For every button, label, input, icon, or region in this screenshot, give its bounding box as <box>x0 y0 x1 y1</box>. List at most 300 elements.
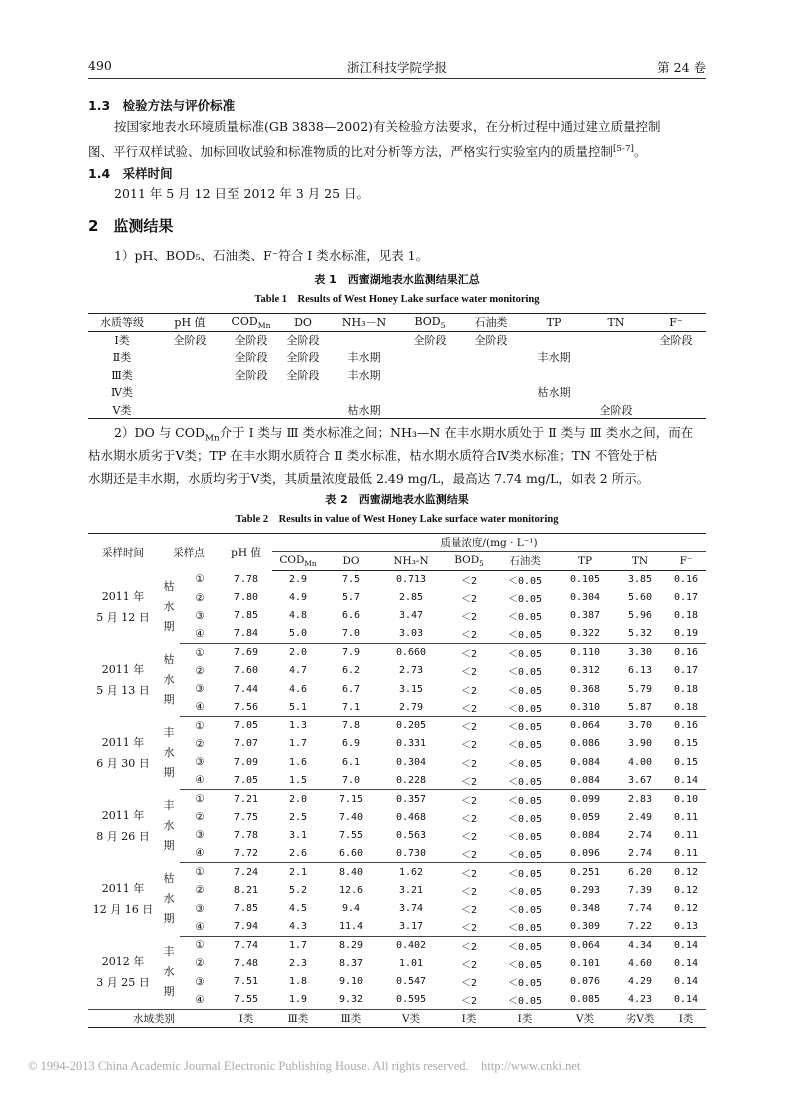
journal-name: 浙江科技学院学报 <box>346 60 447 75</box>
table1-cell: 全阶段 <box>234 334 268 347</box>
table2-value-cell: ＜0.05 <box>507 594 543 606</box>
table2-value-cell: 0.084 <box>569 756 601 768</box>
table1-row <box>88 401 706 419</box>
table2-value-cell: ＜0.05 <box>507 740 543 752</box>
table2-point-cell: ④ <box>180 625 220 643</box>
table1-body <box>88 331 706 419</box>
table2-value-cell: 3.90 <box>627 738 653 750</box>
table2-value-cell: 0.110 <box>569 647 601 659</box>
table2-row <box>88 881 706 899</box>
table2-season-cell <box>158 936 180 1009</box>
table2-value-cell: ＜0.05 <box>507 996 543 1008</box>
season-char: 期 <box>163 766 175 780</box>
table2-point-cell: ① <box>195 573 205 586</box>
table2-value-cell: 0.101 <box>569 957 601 969</box>
table2-value-cell: 1.5 <box>272 771 324 789</box>
table2-value-cell: 0.304 <box>395 756 427 768</box>
table2-value-cell: ＜0.05 <box>507 959 543 971</box>
season-char: 枯 <box>163 579 175 593</box>
running-header <box>88 58 706 74</box>
table2-point-cell: ① <box>195 866 205 879</box>
table1-cell <box>328 384 400 402</box>
table1-cell: 丰水期 <box>537 351 571 365</box>
table2-body <box>88 570 706 1009</box>
table1-cell <box>646 349 706 367</box>
table2-value-cell: 1.6 <box>288 756 308 768</box>
table2-value-cell: 0.368 <box>569 683 601 695</box>
table1-header: $COD_{Mn}$ <box>231 314 271 330</box>
table2-value-cell: 7.94 <box>220 918 272 936</box>
table1-grade-cell: Ⅳ类 <box>111 386 133 400</box>
sampling-date: 6 月 30 日 <box>96 757 150 771</box>
table2-caption-en-text: Table 2 Results in value of West Honey Lake surface water monitoring <box>235 514 559 525</box>
table1-cell: 全阶段 <box>286 368 320 382</box>
table2-row <box>88 936 706 954</box>
table2-row <box>88 607 706 625</box>
table2-value-cell: 0.18 <box>673 610 699 622</box>
table2-row <box>88 899 706 917</box>
table2-value-cell: 0.595 <box>395 994 427 1006</box>
table2-value-cell: ＜0.05 <box>507 905 543 917</box>
table2-point-cell: ② <box>195 957 205 970</box>
table2-value-cell: 3.47 <box>398 610 424 622</box>
table2-value-cell: 7.24 <box>233 866 259 878</box>
table2-value-cell: 0.15 <box>673 738 699 750</box>
table2-season-cell <box>158 643 180 716</box>
table2-value-cell: 4.60 <box>627 957 653 969</box>
table1-cell <box>460 366 522 384</box>
table1-header: NH₃－N <box>341 316 387 330</box>
table2-value-cell: 4.29 <box>627 976 653 988</box>
table2-row <box>88 973 706 991</box>
table2-value-cell: ＜2 <box>460 905 478 917</box>
table2-value-cell: 1.9 <box>288 994 308 1006</box>
table1-cell <box>460 349 522 367</box>
table1-cell <box>328 331 400 349</box>
season-char: 水 <box>163 965 175 979</box>
table2-value-cell: 7.75 <box>233 811 259 823</box>
table2-value-cell: 1.62 <box>398 866 424 878</box>
table2-value-cell: 2.85 <box>398 592 424 604</box>
table2-value-cell: 0.16 <box>673 647 699 659</box>
season-char: 期 <box>163 619 175 633</box>
table2-value-cell: 0.17 <box>673 592 699 604</box>
table2-value-cell: ＜2 <box>460 813 478 825</box>
table2-subheader: TP <box>556 552 614 570</box>
table2-value-cell: 0.18 <box>673 683 699 695</box>
table2-value-cell: 6.9 <box>341 738 361 750</box>
table2-value-cell: 4.3 <box>272 918 324 936</box>
table1-header: TN <box>607 315 625 329</box>
table2-value-cell: 7.84 <box>220 625 272 643</box>
table1-cell <box>400 349 460 367</box>
table2-value-cell: ＜2 <box>460 594 478 606</box>
table1-cell <box>460 384 522 402</box>
season-char: 水 <box>163 819 175 833</box>
table2-value-cell: 0.10 <box>673 793 699 805</box>
table2-value-cell: 0.304 <box>569 592 601 604</box>
table2-point-cell: ③ <box>195 902 205 915</box>
table2-value-cell: 0.16 <box>673 720 699 732</box>
table2-value-cell: ＜0.05 <box>507 685 543 697</box>
season-char: 水 <box>163 599 175 613</box>
table2-value-cell: ＜2 <box>460 795 478 807</box>
table2-value-cell: 2.1 <box>288 866 308 878</box>
table2-value-cell: 12.6 <box>338 884 364 896</box>
table2-footer-cell: Ⅴ类 <box>378 1009 444 1027</box>
table1-cell <box>646 401 706 419</box>
table2-row <box>88 918 706 936</box>
table1-caption-en <box>88 291 706 306</box>
table1-cell <box>224 384 278 402</box>
table2-value-cell: 6.60 <box>324 845 378 863</box>
table2-footer-cell: Ⅰ类 <box>666 1009 706 1027</box>
table2-value-cell: 7.05 <box>233 720 259 732</box>
table2-value-cell: 0.105 <box>569 573 601 585</box>
table2-season-cell <box>158 790 180 863</box>
table2-footer-cell: Ⅲ类 <box>324 1009 378 1027</box>
table1-header: DO <box>294 315 312 329</box>
table2-value-cell: 7.15 <box>338 793 364 805</box>
table2-subheader: 石油类 <box>494 552 556 570</box>
table2-value-cell: 1.3 <box>288 720 308 732</box>
table2-value-cell: 7.40 <box>338 811 364 823</box>
copyright-notice: © 1994-2013 China Academic Journal Electronic Publishing House. All rights reserved. http://www.cnki.net <box>28 1059 581 1073</box>
table2-value-cell: 5.87 <box>614 698 666 716</box>
table1-row <box>88 384 706 402</box>
table2-value-cell: ＜0.05 <box>507 886 543 898</box>
table2-value-cell: 0.059 <box>569 811 601 823</box>
table2-point-cell: ④ <box>180 771 220 789</box>
table2-date-cell <box>88 643 158 716</box>
table2-row <box>88 753 706 771</box>
table2-value-cell: 6.13 <box>627 665 653 677</box>
table2-value-cell: 1.7 <box>288 939 308 951</box>
table2-value-cell: ＜2 <box>460 941 478 953</box>
table2-value-cell: 0.084 <box>569 829 601 841</box>
table1-cell <box>646 366 706 384</box>
table2-value-cell: 0.11 <box>673 811 699 823</box>
table2-value-cell: 0.096 <box>556 845 614 863</box>
table2-date-cell <box>88 570 158 643</box>
table2-date-cell <box>88 790 158 863</box>
table1-cell <box>586 366 646 384</box>
table2-value-cell: 7.80 <box>233 592 259 604</box>
table2-value-cell: 9.4 <box>341 903 361 915</box>
table2-value-cell: ＜2 <box>460 978 478 990</box>
table2-value-cell: 4.34 <box>627 939 653 951</box>
table2-header-concentration: 质量浓度/(mg · L⁻¹) <box>272 534 706 552</box>
table2-value-cell: 7.85 <box>233 610 259 622</box>
table2-row <box>88 662 706 680</box>
table1-caption <box>88 271 706 287</box>
header-rule <box>88 78 706 79</box>
table2-value-cell: 2.0 <box>288 647 308 659</box>
table2-value-cell: ＜0.05 <box>507 795 543 807</box>
table2-value-cell: 0.402 <box>395 939 427 951</box>
table2-value-cell: 7.1 <box>324 698 378 716</box>
table2-header-row <box>88 534 706 552</box>
table2-value-cell: 0.14 <box>673 994 699 1006</box>
table2-value-cell: ＜2 <box>444 625 494 643</box>
table1-header: 石油类 <box>474 316 508 330</box>
table2-value-cell: 7.78 <box>233 829 259 841</box>
table1-cell <box>400 384 460 402</box>
season-char: 期 <box>163 692 175 706</box>
table1-header: F⁻ <box>669 315 683 329</box>
table2-season-cell <box>158 716 180 789</box>
table2-header-time: 采样时间 <box>102 546 144 559</box>
table2-value-cell: ＜0.05 <box>507 941 543 953</box>
table1-cell <box>400 401 460 419</box>
paragraph-2-text-a: 2）DO 与 COD <box>114 425 206 440</box>
table2-value-cell: 0.312 <box>569 665 601 677</box>
table2-value-cell: ＜2 <box>460 722 478 734</box>
table2-value-cell: 6.2 <box>341 665 361 677</box>
table2-point-cell: ③ <box>195 756 205 769</box>
table2-value-cell: 1.7 <box>288 738 308 750</box>
season-char: 水 <box>163 892 175 906</box>
table2-value-cell: 0.14 <box>673 939 699 951</box>
paragraph-2-text-b: 介于 Ⅰ 类与 Ⅲ 类水标准之间；NH₃—N 在丰水期水质处于 Ⅱ 类与 Ⅲ 类水之间，而在 <box>219 425 694 440</box>
table2-value-cell: 3.67 <box>614 771 666 789</box>
table2-row <box>88 845 706 863</box>
table1-cell: 全阶段 <box>234 351 268 365</box>
table2-caption-en <box>88 511 706 526</box>
table2-point-cell: ④ <box>195 993 205 1006</box>
table2-value-cell: 2.83 <box>627 793 653 805</box>
table1-caption-en-text: Table 1 Results of West Honey Lake surface water monitoring <box>254 294 540 305</box>
table2-date-cell <box>88 863 158 936</box>
table2-value-cell: 0.14 <box>673 957 699 969</box>
paragraph-1: 1）pH、BOD₅、石油类、F⁻符合 Ⅰ 类水标准，见表 1。 <box>114 248 429 263</box>
table2-value-cell: 4.6 <box>288 683 308 695</box>
season-char: 丰 <box>163 945 175 959</box>
table2-point-cell: ③ <box>195 975 205 988</box>
table2-value-cell: 3.74 <box>398 903 424 915</box>
table1-cell <box>586 384 646 402</box>
table2-caption <box>88 491 706 507</box>
table1-cell <box>522 366 586 384</box>
table2-point-cell: ② <box>195 737 205 750</box>
table2-value-cell: 2.3 <box>288 957 308 969</box>
table2-point-cell: ① <box>195 719 205 732</box>
table2-point-cell: ② <box>195 591 205 604</box>
table2-value-cell: ＜2 <box>460 649 478 661</box>
table2-footer-cell: Ⅰ类 <box>494 1009 556 1027</box>
table2-value-cell: 7.0 <box>324 771 378 789</box>
table1-header: $BOD_5$ <box>414 314 446 330</box>
table1-cell: 全阶段 <box>659 334 693 347</box>
table2-value-cell: 0.14 <box>673 976 699 988</box>
table2-value-cell: 0.251 <box>569 866 601 878</box>
table2-value-cell: 2.74 <box>627 829 653 841</box>
section-1-4-title: 1.4 采样时间 <box>88 166 173 181</box>
table2-value-cell: 7.74 <box>627 903 653 915</box>
table2-row <box>88 716 706 734</box>
table2-value-cell: 0.310 <box>556 698 614 716</box>
table2-footer-cell: Ⅰ类 <box>444 1009 494 1027</box>
table1-cell <box>156 384 224 402</box>
table2-value-cell: 0.18 <box>666 698 706 716</box>
table2-date-cell <box>88 716 158 789</box>
sampling-date: 5 月 12 日 <box>96 610 150 624</box>
table2-value-cell: 0.348 <box>569 903 601 915</box>
table1-cell: 全阶段 <box>286 334 320 347</box>
sampling-date: 2011 年 <box>101 736 145 750</box>
table2-value-cell: 0.13 <box>666 918 706 936</box>
table1-header: 水质等级 <box>100 316 144 330</box>
table2-value-cell: 7.9 <box>341 647 361 659</box>
table2-value-cell: 5.96 <box>627 610 653 622</box>
section-1-3-title: 1.3 检验方法与评价标准 <box>88 98 236 113</box>
table1-cell: 全阶段 <box>599 403 633 417</box>
table2-footer-cell: Ⅴ类 <box>556 1009 614 1027</box>
table2-value-cell: 7.5 <box>341 573 361 585</box>
season-char: 枯 <box>163 872 175 886</box>
table2-value-cell: 7.69 <box>233 647 259 659</box>
table2-row <box>88 826 706 844</box>
table1-cell <box>522 331 586 349</box>
table1-grade-cell: Ⅴ类 <box>112 403 132 417</box>
table2-value-cell: 1.01 <box>398 957 424 969</box>
table2-value-cell: 7.39 <box>627 884 653 896</box>
season-char: 期 <box>163 985 175 999</box>
table2-value-cell: ＜2 <box>460 740 478 752</box>
table2-value-cell: 7.22 <box>614 918 666 936</box>
season-char: 枯 <box>163 652 175 666</box>
table2-value-cell: ＜0.05 <box>507 831 543 843</box>
table2-value-cell: 0.12 <box>673 903 699 915</box>
table2-value-cell: ＜2 <box>460 996 478 1008</box>
table2-value-cell: 1.8 <box>288 976 308 988</box>
table2-value-cell: ＜0.05 <box>507 667 543 679</box>
table2-value-cell: 3.70 <box>627 720 653 732</box>
table1-cell <box>156 366 224 384</box>
table2-subheader: F⁻ <box>666 552 706 570</box>
table2-subheader: NH₃-N <box>378 552 444 570</box>
table2-footer-cell: Ⅰ类 <box>220 1009 272 1027</box>
table2-footer-label: 水域类别 <box>88 1009 220 1027</box>
table2-point-cell: ③ <box>195 829 205 842</box>
table2-value-cell: 7.09 <box>233 756 259 768</box>
table2-value-cell: 0.322 <box>556 625 614 643</box>
table2-row <box>88 588 706 606</box>
paragraph-2-line3: 水期还是丰水期，水质均劣于Ⅴ类，其质量浓度最低 2.49 mg/L，最高达 7.74 mg/L，如表 2 所示。 <box>88 471 650 486</box>
table2-subheader-text: COD <box>279 553 305 566</box>
table2-point-cell: ① <box>195 939 205 952</box>
table2-value-cell: ＜0.05 <box>494 918 556 936</box>
season-char: 期 <box>163 912 175 926</box>
table2-value-cell: 3.1 <box>288 829 308 841</box>
table2-point-cell: ④ <box>180 918 220 936</box>
section-1-4-text: 2011 年 5 月 12 日至 2012 年 3 月 25 日。 <box>114 186 370 201</box>
table2-value-cell: 8.40 <box>338 866 364 878</box>
table2-value-cell: ＜0.05 <box>507 649 543 661</box>
table2-value-cell: 2.9 <box>288 573 308 585</box>
table1-cell: 全阶段 <box>413 334 447 347</box>
sampling-date: 2011 年 <box>101 809 145 823</box>
table2-value-cell: 7.48 <box>233 957 259 969</box>
sampling-date: 3 月 25 日 <box>96 976 150 990</box>
table2-subheader: $COD_{Mn}$ <box>272 552 324 570</box>
table2-point-cell: ② <box>195 811 205 824</box>
table-1 <box>88 313 706 419</box>
table2-value-cell: 0.064 <box>569 939 601 951</box>
table2-value-cell: ＜0.05 <box>507 758 543 770</box>
table1-cell <box>156 401 224 419</box>
table2-row <box>88 954 706 972</box>
table1-header-row <box>88 314 706 332</box>
table2-footer-cell: 劣Ⅴ类 <box>614 1009 666 1027</box>
table2-value-cell: 6.6 <box>341 610 361 622</box>
table2-value-cell: 0.713 <box>395 573 427 585</box>
table2-value-cell: ＜2 <box>444 845 494 863</box>
table2-value-cell: 0.099 <box>569 793 601 805</box>
table2-value-cell: 0.309 <box>556 918 614 936</box>
table2-value-cell: 0.563 <box>395 829 427 841</box>
table2-value-cell: 0.086 <box>569 738 601 750</box>
table2-value-cell: 0.228 <box>378 771 444 789</box>
table2-value-cell: 7.55 <box>338 829 364 841</box>
table2-value-cell: ＜0.05 <box>507 813 543 825</box>
table1-cell: 枯水期 <box>347 403 381 417</box>
table1-cell <box>224 401 278 419</box>
table2-value-cell: 2.49 <box>627 811 653 823</box>
season-char: 水 <box>163 746 175 760</box>
section-2-title: 2 监测结果 <box>88 217 174 235</box>
table2-header-ph: pH 值 <box>231 546 261 559</box>
table2-value-cell: 7.8 <box>341 720 361 732</box>
table2-value-cell: 0.357 <box>395 793 427 805</box>
table2-value-cell: 2.6 <box>272 845 324 863</box>
table2-value-cell: 3.21 <box>398 884 424 896</box>
table2-value-cell: 0.205 <box>395 720 427 732</box>
table2-value-cell: ＜0.05 <box>507 978 543 990</box>
page-number: 490 <box>88 58 112 73</box>
table2-subheader: TN <box>614 552 666 570</box>
table2-point-cell: ④ <box>180 698 220 716</box>
table2-value-cell: ＜0.05 <box>494 698 556 716</box>
table2-value-cell: 0.293 <box>569 884 601 896</box>
table2-value-cell: 9.10 <box>338 976 364 988</box>
table2-value-cell: 5.79 <box>627 683 653 695</box>
table2-value-cell: ＜0.05 <box>507 612 543 624</box>
table2-value-cell: 8.21 <box>233 884 259 896</box>
table1-cell: 全阶段 <box>474 334 508 347</box>
table2-value-cell: 0.084 <box>556 771 614 789</box>
table2-value-cell: 7.05 <box>220 771 272 789</box>
table2-caption-text: 表 2 西蜜湖地表水监测结果 <box>325 493 469 506</box>
table2-value-cell: 4.8 <box>288 610 308 622</box>
table2-value-cell: 0.14 <box>666 771 706 789</box>
table2-value-cell: 2.79 <box>378 698 444 716</box>
table2-subheader: DO <box>324 552 378 570</box>
table2-value-cell: ＜2 <box>460 575 478 587</box>
table2-value-cell: 3.30 <box>627 647 653 659</box>
table2-value-cell: ＜2 <box>444 771 494 789</box>
table2-value-cell: 5.0 <box>272 625 324 643</box>
table2-value-cell: 7.78 <box>233 573 259 585</box>
table2-value-cell: 5.7 <box>341 592 361 604</box>
table2-value-cell: 6.1 <box>341 756 361 768</box>
sampling-date: 8 月 26 日 <box>96 830 150 844</box>
table2-value-cell: 0.17 <box>673 665 699 677</box>
table2-value-cell: 8.29 <box>338 939 364 951</box>
table2-value-cell: ＜0.05 <box>507 722 543 734</box>
table2-value-cell: ＜2 <box>460 685 478 697</box>
table2-value-cell: 7.85 <box>233 903 259 915</box>
